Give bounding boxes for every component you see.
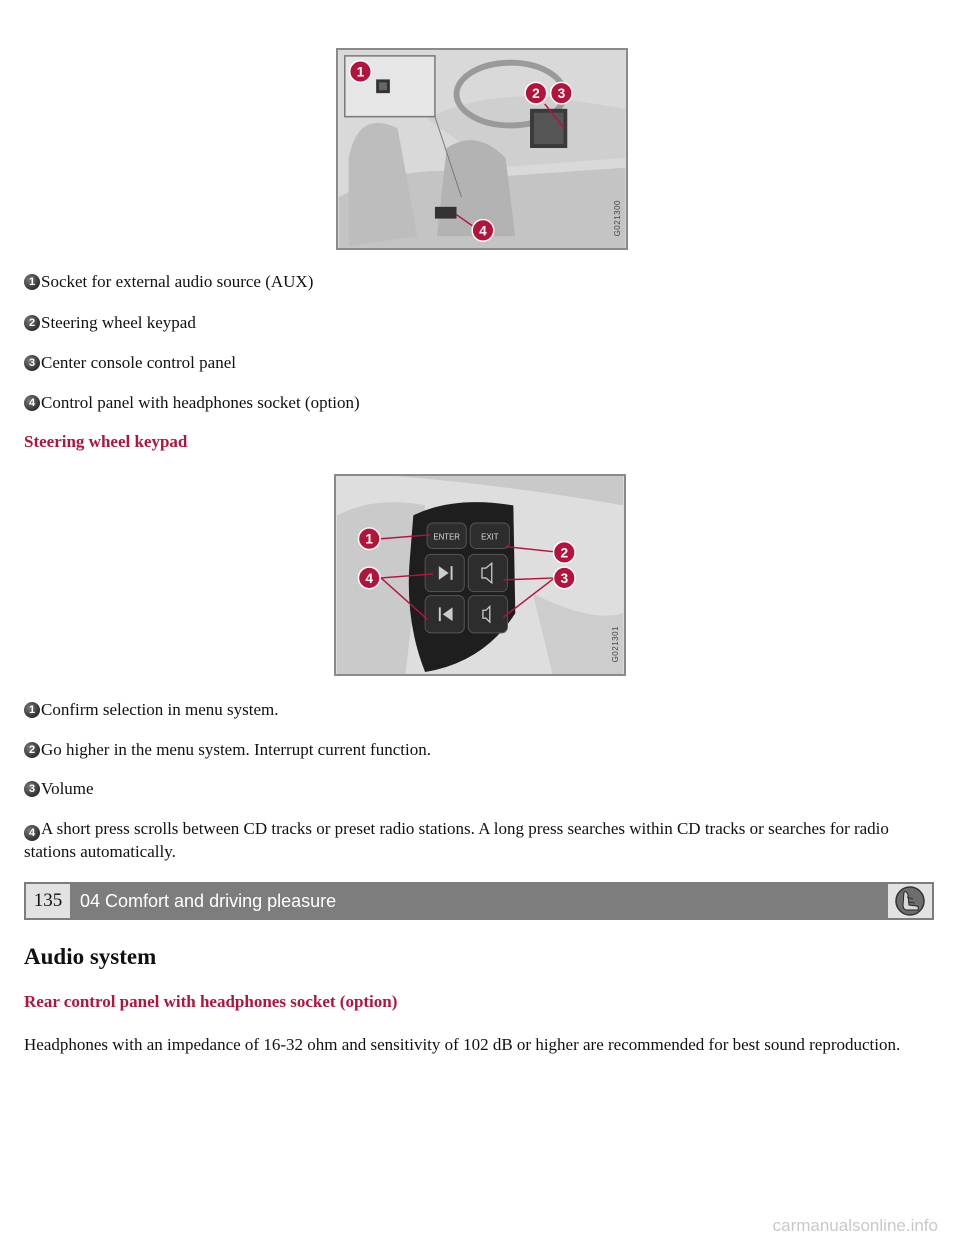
- interior-illustration: [338, 50, 626, 248]
- fig1-item-text: Socket for external audio source (AUX): [41, 272, 314, 291]
- fig1-item-text: Steering wheel keypad: [41, 313, 196, 332]
- fig1-marker-3: 3: [557, 86, 566, 102]
- steering-keypad-figure: [334, 474, 626, 676]
- number-2-icon: 2: [24, 742, 40, 758]
- fig2-marker-4: 4: [365, 570, 374, 586]
- fig2-item-2: [24, 740, 431, 760]
- fig2-marker-2: 2: [560, 545, 569, 561]
- page-number: 135: [26, 884, 70, 918]
- number-4-icon: 4: [24, 825, 40, 841]
- watermark: carmanualsonline.info: [772, 1216, 938, 1235]
- fig1-item-4: [24, 393, 360, 413]
- fig2-item-4: [24, 818, 932, 862]
- seat-icon: [888, 884, 932, 918]
- enter-key-label: ENTER: [433, 532, 460, 542]
- number-1-icon: 1: [24, 702, 40, 718]
- rear-panel-heading: Rear control panel with headphones socket (option): [24, 992, 398, 1011]
- fig2-item-text: Confirm selection in menu system.: [41, 700, 279, 719]
- fig1-marker-4: 4: [479, 223, 487, 239]
- exit-key-label: EXIT: [481, 532, 499, 542]
- fig1-item-3: [24, 353, 236, 373]
- body-paragraph: Headphones with an impedance of 16-32 ohm and sensitivity of 102 dB or higher are recommended for best sound reproduction.: [24, 1035, 901, 1054]
- fig1-item-text: Control panel with headphones socket (option): [41, 393, 360, 412]
- number-4-icon: 4: [24, 395, 40, 411]
- fig2-marker-1: 1: [365, 531, 374, 547]
- number-3-icon: 3: [24, 781, 40, 797]
- fig1-item-2: [24, 313, 196, 333]
- fig2-item-3: [24, 779, 94, 799]
- section-title: Audio system: [24, 944, 157, 969]
- fig2-marker-3: 3: [560, 570, 569, 586]
- figure-code: G021301: [611, 625, 620, 662]
- chapter-bar: [24, 882, 934, 920]
- interior-overview-figure: [336, 48, 628, 250]
- number-2-icon: 2: [24, 315, 40, 331]
- fig1-marker-1: 1: [356, 64, 365, 80]
- fig2-item-1: [24, 700, 279, 720]
- seat-icon-graphic: [893, 885, 927, 917]
- fig2-item-text: Volume: [41, 779, 94, 798]
- number-3-icon: 3: [24, 355, 40, 371]
- steering-keypad-heading: Steering wheel keypad: [24, 432, 188, 451]
- fig2-item-text: Go higher in the menu system. Interrupt current function.: [41, 740, 431, 759]
- fig1-item-1: [24, 272, 313, 292]
- figure-code: G021300: [613, 199, 622, 236]
- number-1-icon: 1: [24, 274, 40, 290]
- chapter-title: 04 Comfort and driving pleasure: [80, 890, 337, 911]
- fig1-item-text: Center console control panel: [41, 353, 236, 372]
- fig2-item-text: A short press scrolls between CD tracks or preset radio stations. A long press searches within CD tracks or searches for radio stations automatically.: [24, 819, 889, 861]
- fig1-marker-2: 2: [532, 86, 540, 102]
- keypad-illustration: [336, 476, 624, 674]
